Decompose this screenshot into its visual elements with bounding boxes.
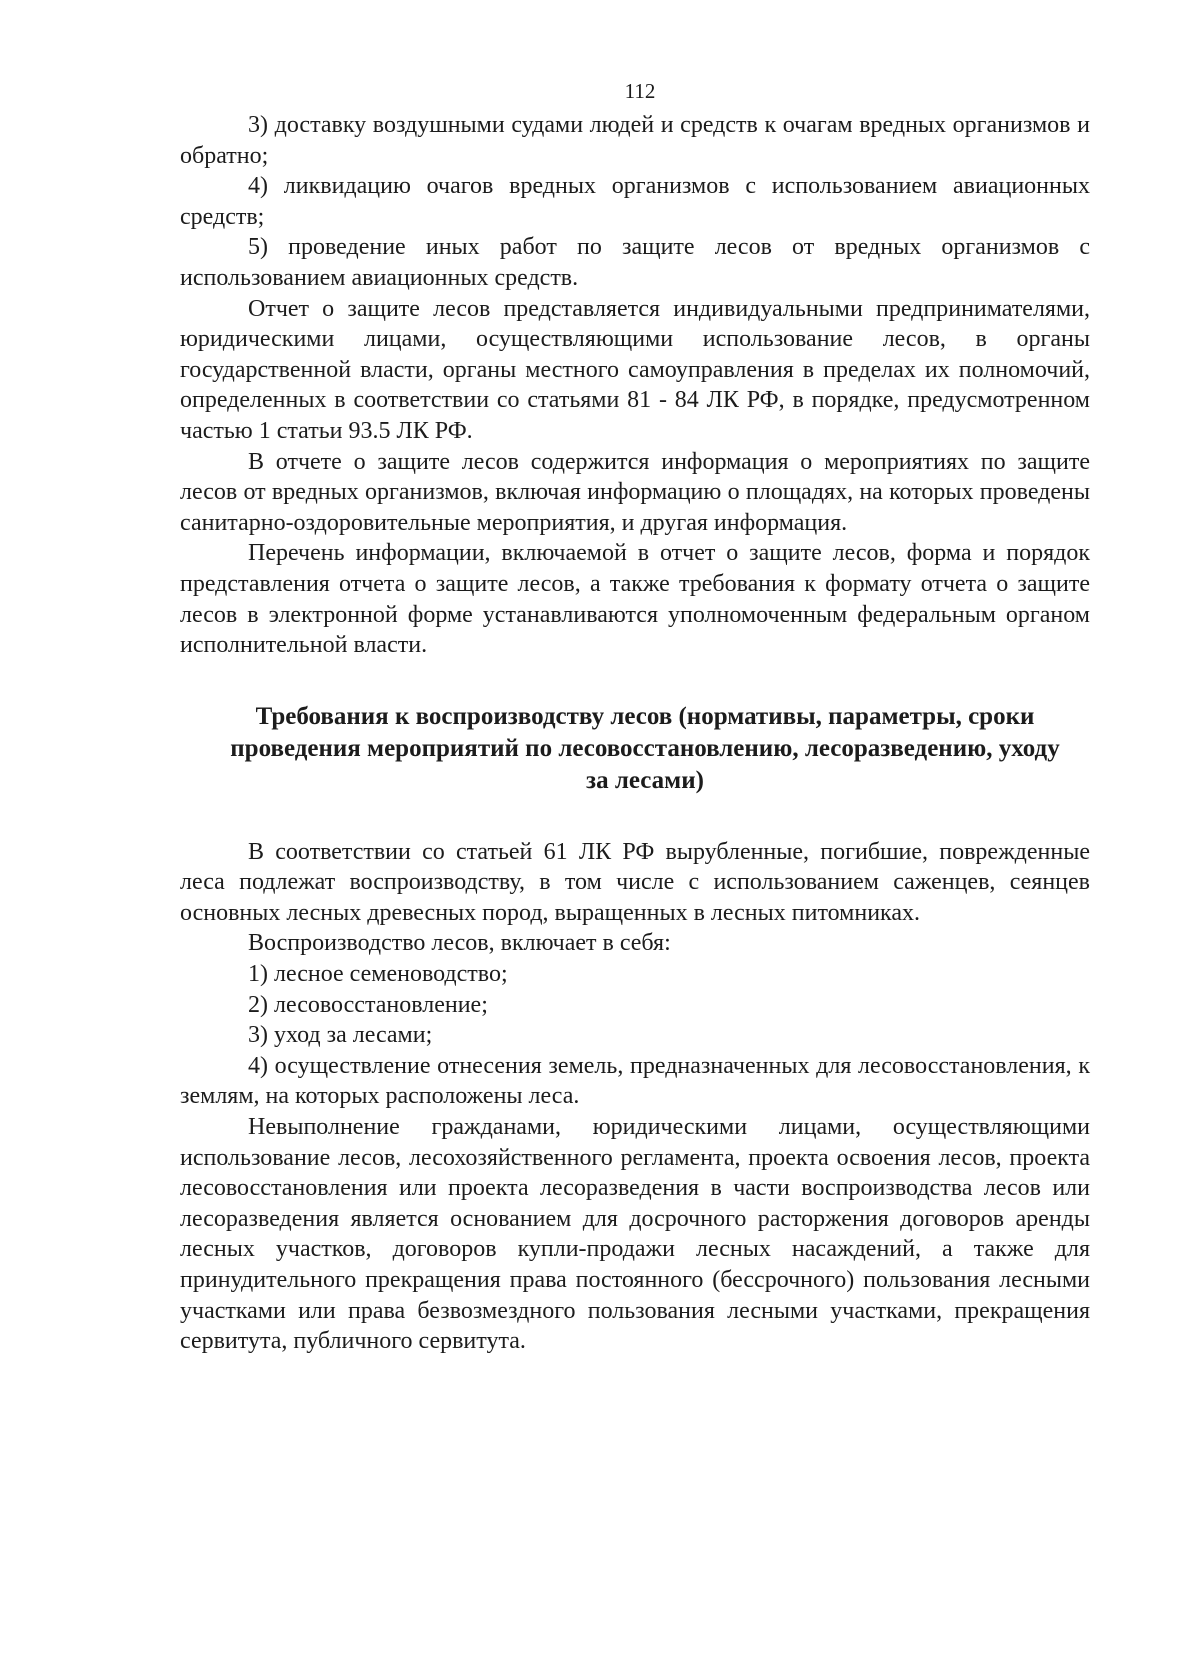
paragraph-report-submission: Отчет о защите лесов представляется индивидуальными предпринимателями, юридическими лицами, осуществляющими использование лесов, в органы государственной власти, органы местного самоуправления в пределах их полномочий, определенных в соответствии со статьями 81 - 84 ЛК РФ, в порядке, предусмотренном частью 1 статьи 93.5 ЛК РФ. [180, 295, 1090, 444]
heading-spacer [180, 797, 1090, 837]
paragraph-item-3: 3) доставку воздушными судами людей и средств к очагам вредных организмов и обратно; [180, 112, 1090, 169]
paragraph-non-compliance: Невыполнение гражданами, юридическими лицами, осуществляющими использование лесов, лесохозяйственного регламента, проекта освоения лесов, проекта лесовосстановления или проекта лесоразведения в части воспроизводства лесов или лесоразведения является основанием для досрочного расторжения договоров аренды лесных участков, договоров купли-продажи лесных насаждений, а также для принудительного прекращения права постоянного (бессрочного) пользования лесными участками или права безвозмездного пользования лесными участками, прекращения сервитута, публичного сервитута. [180, 1114, 1090, 1355]
paragraph-item-4: 4) ликвидацию очагов вредных организмов с использованием авиационных средств; [180, 173, 1090, 230]
paragraph-item-5: 5) проведение иных работ по защите лесов от вредных организмов с использованием авиационных средств. [180, 234, 1090, 291]
list-item-2: 2) лесовосстановление; [248, 991, 488, 1018]
section-heading: Требования к воспроизводству лесов (нормативы, параметры, сроки проведения мероприятий по лесовосстановлению, лесоразведению, уходу за лесами) [230, 702, 1060, 794]
paragraph-reproduction-intro: В соответствии со статьей 61 ЛК РФ вырубленные, погибшие, поврежденные леса подлежат воспроизводству, в том числе с использованием саженцев, сеянцев основных лесных древесных пород, выращенных в лесных питомниках. [180, 838, 1090, 926]
list-title: Воспроизводство лесов, включает в себя: [248, 930, 671, 957]
paragraph-report-format: Перечень информации, включаемой в отчет о защите лесов, форма и порядок представления отчета о защите лесов, а также требования к формату отчета о защите лесов в электронной форме устанавливаются уполномоченным федеральным органом исполнительной власти. [180, 540, 1090, 659]
list-item-3: 3) уход за лесами; [248, 1022, 433, 1049]
list-item-1: 1) лесное семеноводство; [248, 961, 508, 988]
paragraph-report-contents: В отчете о защите лесов содержится информация о мероприятиях по защите лесов от вредных организмов, включая информацию о площадях, на которых проведены санитарно-оздоровительные мероприятия, и другая информация. [180, 448, 1090, 536]
list-item-4: 4) осуществление отнесения земель, предназначенных для лесовосстановления, к землям, на которых расположены леса. [180, 1052, 1090, 1110]
document-page [180, 76, 1090, 1357]
page-number: 112 [624, 79, 656, 103]
